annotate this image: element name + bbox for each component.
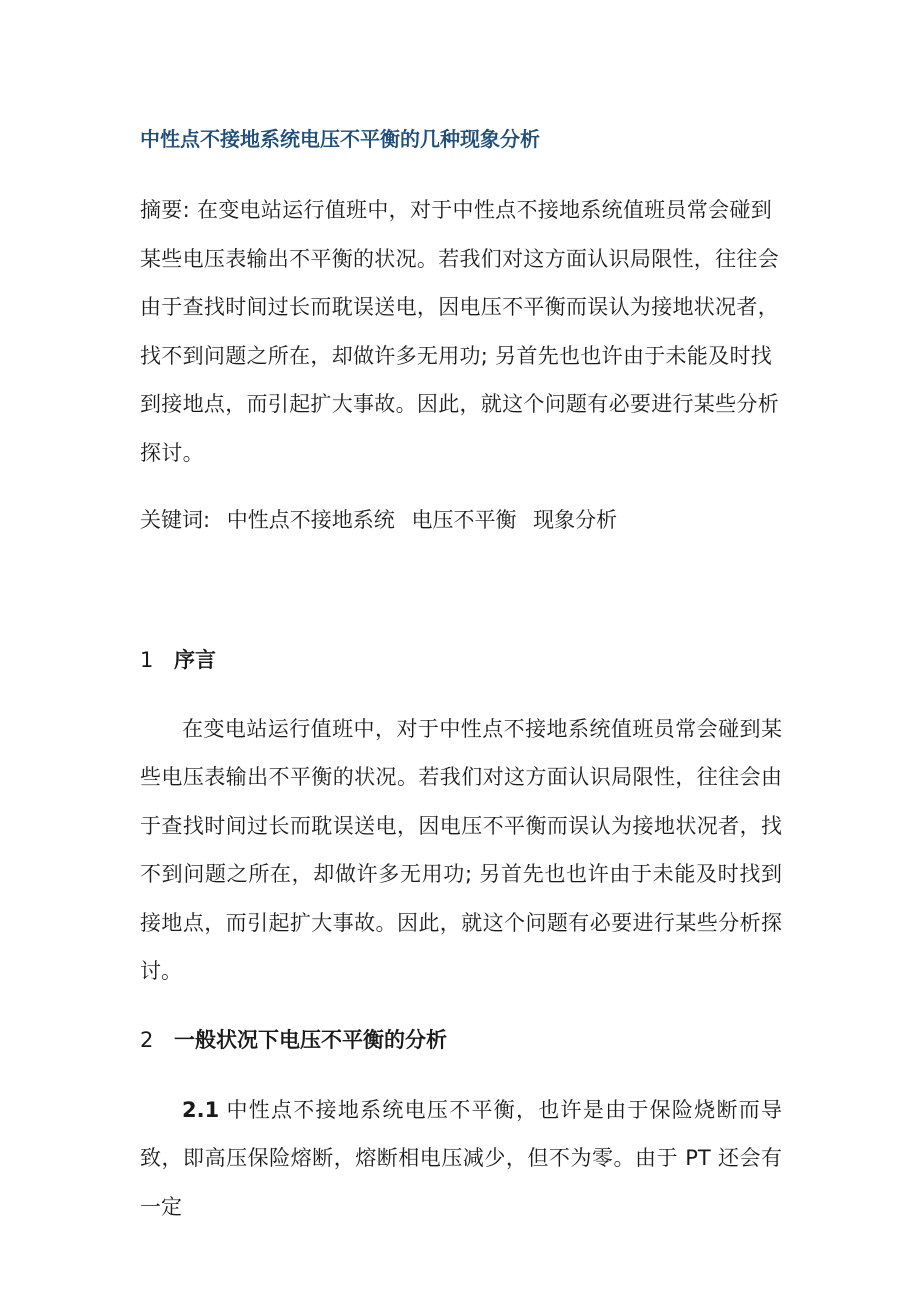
- subsection-number: 2.1: [182, 1098, 220, 1122]
- keyword-item: 现象分析: [533, 508, 618, 532]
- keyword-item: 电压不平衡: [411, 508, 517, 532]
- keyword-item: 中性点不接地系统: [226, 508, 395, 532]
- section-2-heading: [140, 1020, 447, 1060]
- section-number: 1: [140, 648, 154, 672]
- subsection-text: 中性点不接地系统电压不平衡，也许是由于保险烧断而导致，即高压保险熔断，熔断相电压减少，但不为零。由于 PT 还会有一定: [140, 1098, 782, 1219]
- section-number: 2: [140, 1028, 154, 1052]
- section-title: 一般状况下电压不平衡的分析: [174, 1028, 447, 1052]
- abstract-paragraph: 摘要: 在变电站运行值班中，对于中性点不接地系统值班员常会碰到某些电压表输出不平衡的状况。若我们对这方面认识局限性，往往会由于查找时间过长而耽误送电，因电压不平衡而误认为接地状况者，找不到问题之所在，却做许多无用功; 另首先也也许由于未能及时找到接地点，而引起扩大事故。因此，就这个问题有必要进行某些分析探讨。: [140, 198, 779, 465]
- section-1-body: 在变电站运行值班中，对于中性点不接地系统值班员常会碰到某些电压表输出不平衡的状况。若我们对这方面认识局限性，往往会由于查找时间过长而耽误送电，因电压不平衡而误认为接地状况者，找不到问题之所在，却做许多无用功; 另首先也也许由于未能及时找到接地点，而引起扩大事故。因此，就这个问题有必要进行某些分析探讨。: [140, 717, 782, 984]
- document-title: 中性点不接地系统电压不平衡的几种现象分析: [140, 127, 540, 151]
- section-title: 序言: [174, 648, 216, 672]
- keywords-label: 关键词:: [140, 508, 211, 532]
- keywords-line: [140, 500, 782, 540]
- section-1-heading: [140, 640, 216, 680]
- section-2-1-body: [140, 1086, 782, 1231]
